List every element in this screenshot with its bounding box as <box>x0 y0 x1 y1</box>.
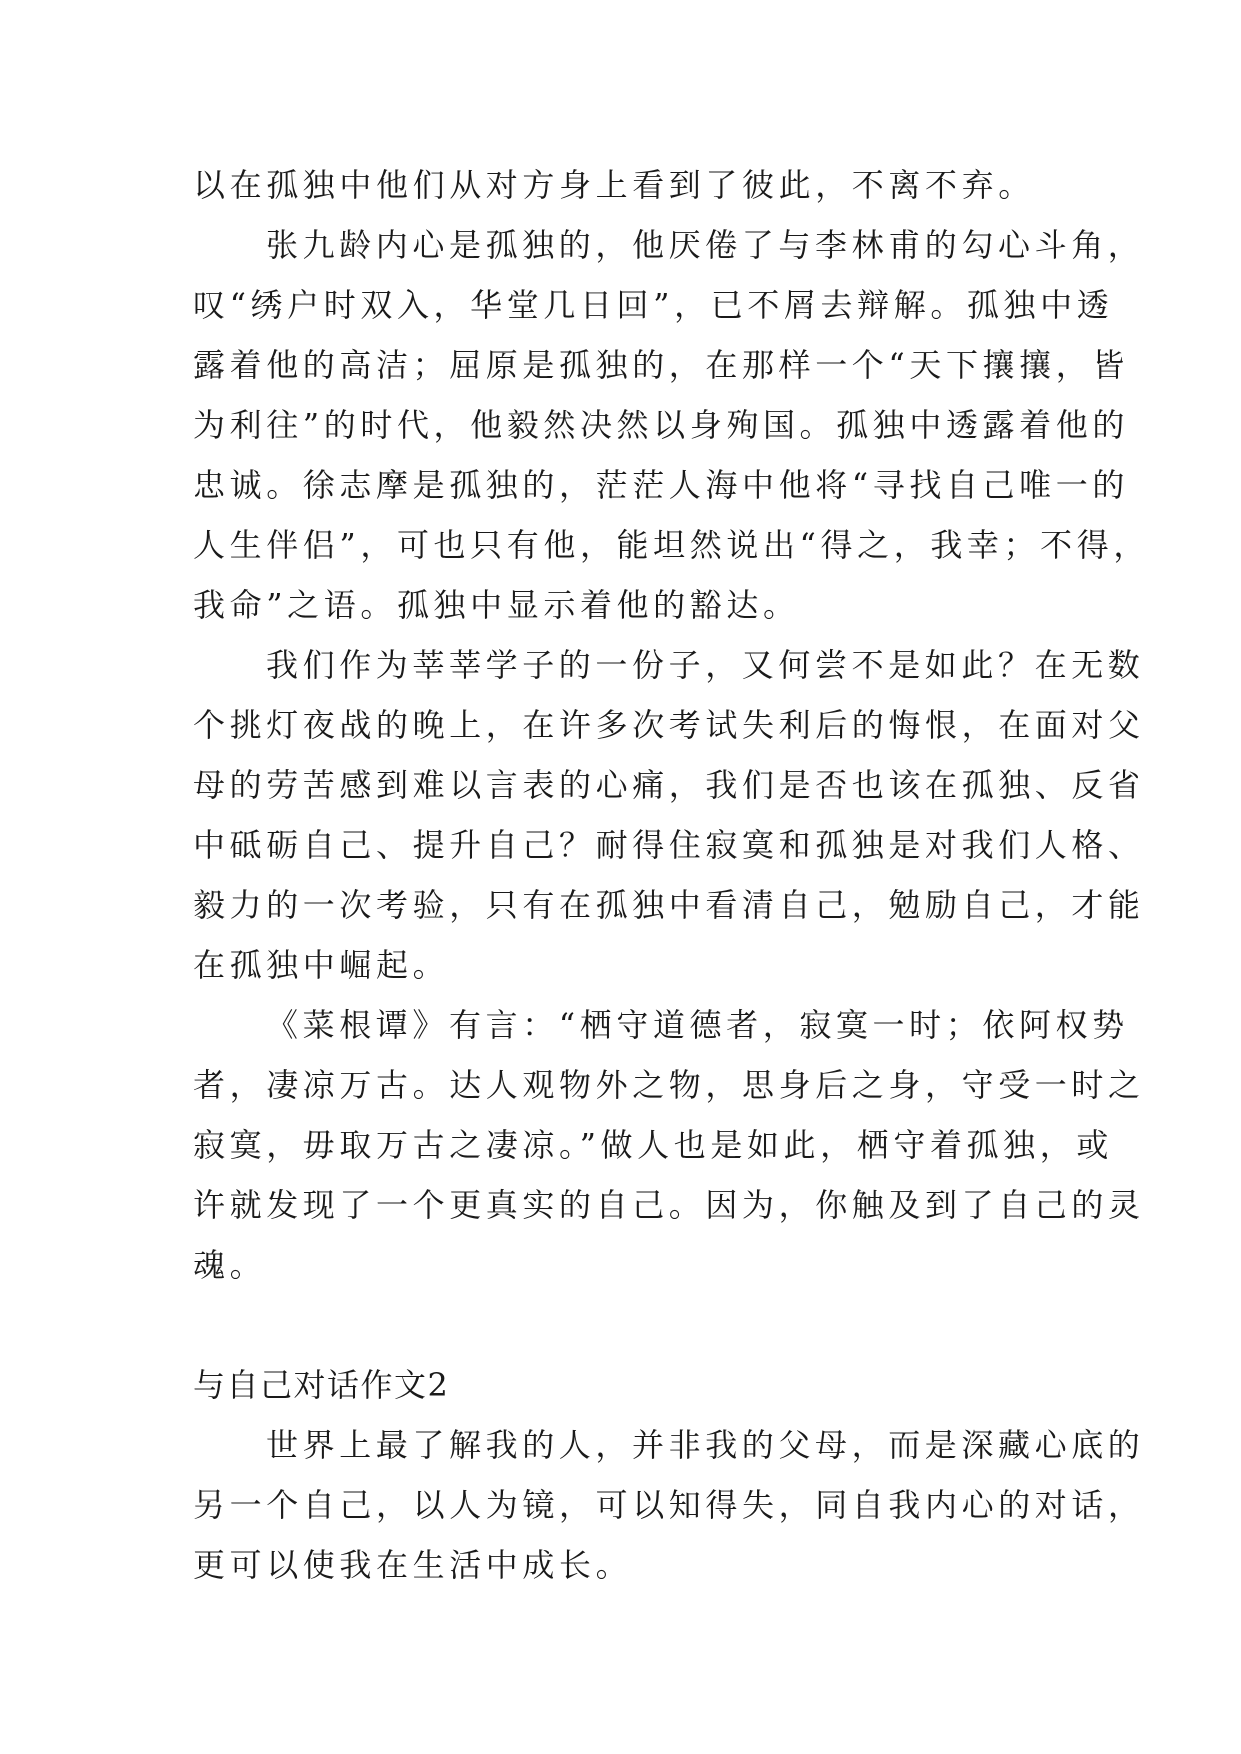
text-line: 忠诚。徐志摩是孤独的，茫茫人海中他将“寻找自己唯一的 <box>193 466 1129 504</box>
text-line: 者，凄凉万古。达人观物外之物，思身后之身，守受一时之 <box>193 1066 1145 1104</box>
text-line: 个挑灯夜战的晚上，在许多次考试失利后的悔恨，在面对父 <box>193 706 1145 744</box>
text-line: 露着他的高洁；屈原是孤独的，在那样一个“天下攘攘，皆 <box>193 346 1129 384</box>
text-line: 另一个自己，以人为镜，可以知得失，同自我内心的对话， <box>193 1486 1145 1524</box>
paragraph-start-line: 张九龄内心是孤独的，他厌倦了与李林甫的勾心斗角， <box>266 226 1145 264</box>
text-line: 毅力的一次考验，只有在孤独中看清自己，勉励自己，才能 <box>193 886 1145 924</box>
document-body <box>193 155 1150 1595</box>
text-line: 人生伴侣”，可也只有他，能坦然说出“得之，我幸；不得， <box>193 526 1150 564</box>
text-line: 中砥砺自己、提升自己？耐得住寂寞和孤独是对我们人格、 <box>193 826 1145 864</box>
text-line: 我命”之语。孤独中显示着他的豁达。 <box>193 586 800 624</box>
text-line: 魂。 <box>193 1246 267 1284</box>
text-line: 许就发现了一个更真实的自己。因为，你触及到了自己的灵 <box>193 1186 1145 1224</box>
text-line: 更可以使我在生活中成长。 <box>193 1546 633 1584</box>
text-line: 在孤独中崛起。 <box>193 946 450 984</box>
text-line: 为利往”的时代，他毅然决然以身殉国。孤独中透露着他的 <box>193 406 1129 444</box>
paragraph-start-line: 世界上最了解我的人，并非我的父母，而是深藏心底的 <box>266 1426 1145 1464</box>
text-line: 母的劳苦感到难以言表的心痛，我们是否也该在孤独、反省 <box>193 766 1145 804</box>
paragraph-start-line: 我们作为莘莘学子的一份子，又何尝不是如此？在无数 <box>266 646 1145 684</box>
text-line: 寂寞，毋取万古之凄凉。”做人也是如此，栖守着孤独，或 <box>193 1126 1113 1164</box>
section-heading: 与自己对话作文2 <box>193 1366 450 1404</box>
text-line: 叹“绣户时双入，华堂几日回”，已不屑去辩解。孤独中透 <box>193 286 1114 324</box>
text-line: 以在孤独中他们从对方身上看到了彼此，不离不弃。 <box>193 166 1035 204</box>
blank-line <box>193 1295 1055 1355</box>
paragraph-start-line: 《菜根谭》有言：“栖守道德者，寂寞一时；依阿权势 <box>266 1006 1129 1044</box>
